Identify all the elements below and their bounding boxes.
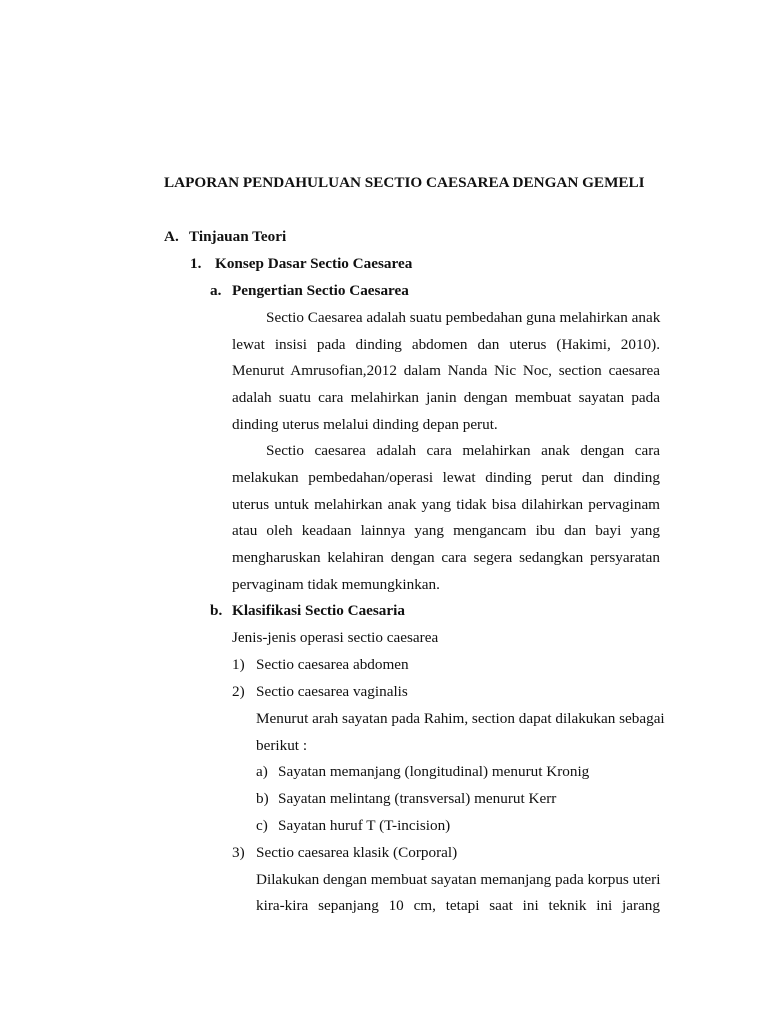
subsection-b-marker: b. — [210, 602, 223, 619]
list-item-2-marker: 2) — [232, 683, 245, 700]
paragraph-1-line-1: Sectio Caesarea adalah suatu pembedahan guna melahirkan anak — [266, 309, 661, 326]
subitem-b-label: Sayatan melintang (transversal) menurut Kerr — [278, 790, 557, 807]
subitem-c-marker: c) — [256, 817, 268, 834]
paragraph-2-line-4: atau oleh keadaan lainnya yang mengancam ibu dan bayi yang — [232, 522, 660, 539]
subsection-a-heading: Pengertian Sectio Caesarea — [232, 282, 409, 299]
list-item-1-label: Sectio caesarea abdomen — [256, 656, 409, 673]
subitem-a-label: Sayatan memanjang (longitudinal) menurut Kronig — [278, 763, 590, 780]
paragraph-2-line-5: mengharuskan kelahiran dengan cara segera sedangkan persyaratan — [232, 549, 660, 566]
list-item-3-label: Sectio caesarea klasik (Corporal) — [256, 844, 458, 861]
paragraph-2-line-3: uterus untuk melahirkan anak yang tidak bisa dilahirkan pervaginam — [232, 496, 660, 513]
list-item-1-marker: 1) — [232, 656, 245, 673]
list-item-3-text-line-1: Dilakukan dengan membuat sayatan memanjang pada korpus uteri — [256, 871, 661, 888]
section-a-marker: A. — [164, 228, 179, 245]
paragraph-1-line-2: lewat insisi pada dinding abdomen dan uterus (Hakimi, 2010). — [232, 336, 660, 353]
list-item-2-text-line-2: berikut : — [256, 737, 308, 754]
document-title: LAPORAN PENDAHULUAN SECTIO CAESAREA DENGAN GEMELI — [164, 174, 645, 191]
list-item-3-marker: 3) — [232, 844, 245, 861]
list-item-2-label: Sectio caesarea vaginalis — [256, 683, 408, 700]
paragraph-2-line-6: pervaginam tidak memungkinkan. — [232, 576, 440, 593]
paragraph-2-line-1: Sectio caesarea adalah cara melahirkan anak dengan cara — [266, 442, 660, 459]
paragraph-1-line-4: adalah suatu cara melahirkan janin dengan membuat sayatan pada — [232, 389, 660, 406]
list-item-2-text-line-1: Menurut arah sayatan pada Rahim, section dapat dilakukan sebagai — [256, 710, 665, 727]
section-1-heading: Konsep Dasar Sectio Caesarea — [215, 255, 413, 272]
subitem-a-marker: a) — [256, 763, 268, 780]
subitem-c-label: Sayatan huruf T (T-incision) — [278, 817, 451, 834]
classification-intro: Jenis-jenis operasi sectio caesarea — [232, 629, 439, 646]
paragraph-1-line-5: dinding uterus melalui dinding depan perut. — [232, 416, 498, 433]
paragraph-2-line-2: melakukan pembedahan/operasi lewat dinding perut dan dinding — [232, 469, 660, 486]
section-1-marker: 1. — [190, 255, 202, 272]
subsection-a-marker: a. — [210, 282, 222, 299]
subsection-b-heading: Klasifikasi Sectio Caesaria — [232, 602, 405, 619]
paragraph-1-line-3: Menurut Amrusofian,2012 dalam Nanda Nic Noc, section caesarea — [232, 362, 660, 379]
subitem-b-marker: b) — [256, 790, 269, 807]
section-a-heading: Tinjauan Teori — [189, 228, 287, 245]
list-item-3-text-line-2: kira-kira sepanjang 10 cm, tetapi saat ini teknik ini jarang — [256, 897, 660, 914]
